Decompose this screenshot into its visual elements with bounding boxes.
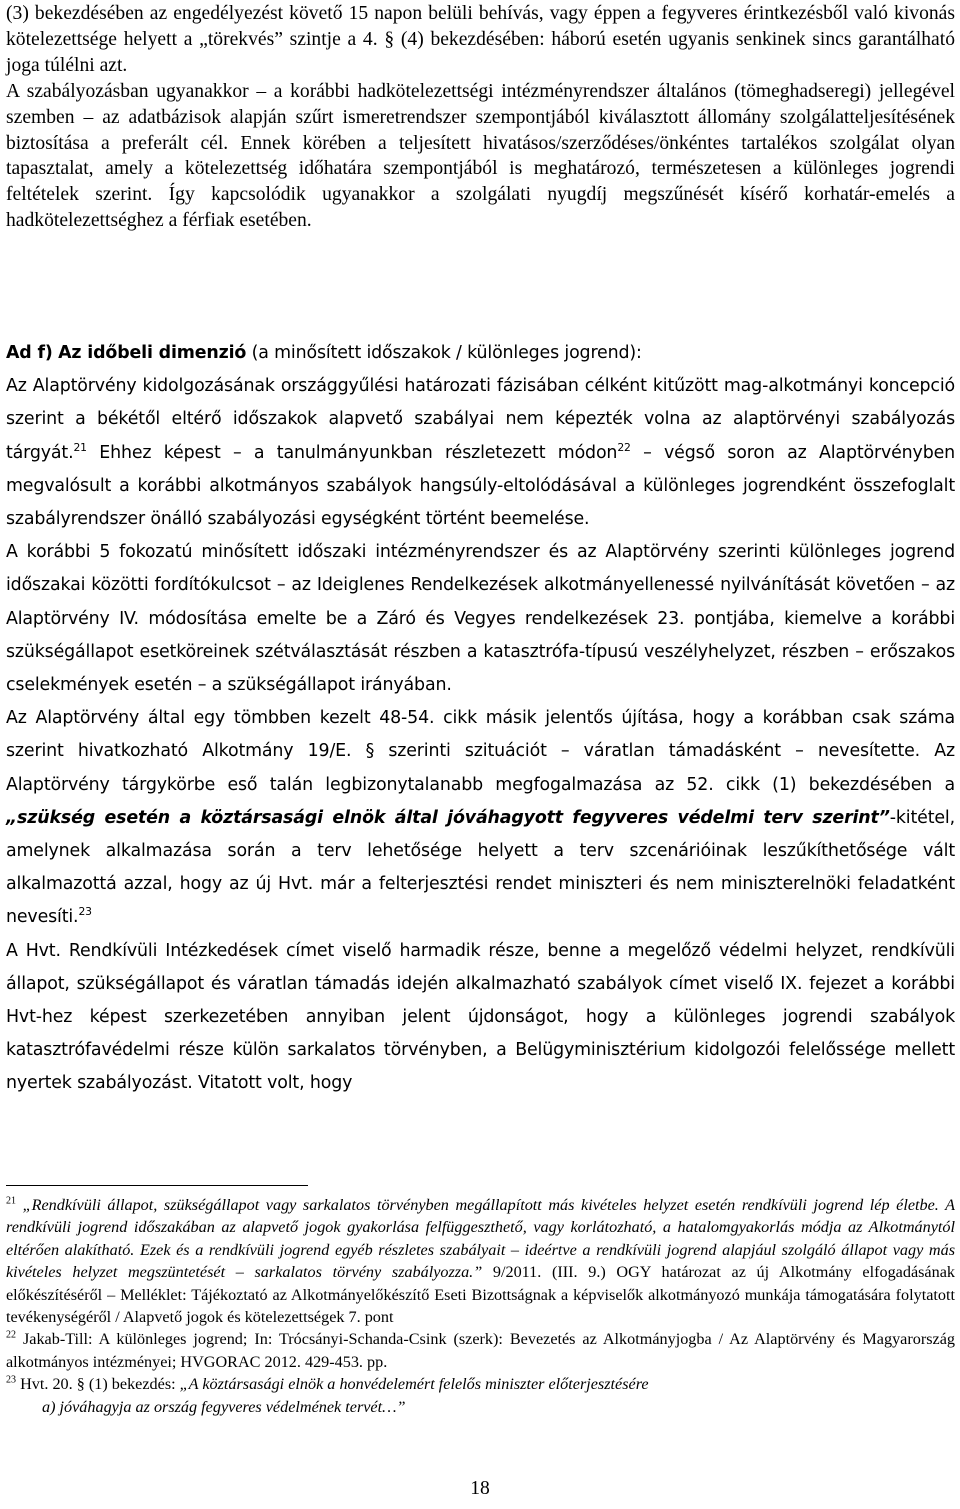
text-run: -kitétel, amelynek alkalmazása során a terv lehetősége helyett a terv szcenárióinak leszűkíthetősége vált alkalmazottá azzal, hogy az új Hvt. már a felterjesztési rendet miniszteri és nem miniszterelnöki feladatként nevesíti. bbox=[6, 807, 955, 928]
section-subtitle: (a minősített időszakok / különleges jogrend): bbox=[246, 343, 642, 363]
footnote-separator bbox=[6, 1185, 308, 1186]
footnote-23-line2: a) jóváhagyja az ország fegyveres védelmének tervét…” bbox=[42, 1397, 406, 1416]
text-run: Az Alaptörvény kidolgozásának országgyűlési határozati fázisában célként kitűzött mag-alkotmányi koncepció szerint a békétől eltérő időszakok alapvető szabályai nem képezték volna az alaptörvényi szabályozás tárgyát. bbox=[6, 376, 955, 463]
footnote-ref[interactable]: 22 bbox=[617, 440, 631, 454]
section-title: Az időbeli dimenzió bbox=[58, 343, 247, 363]
footnote-ref[interactable]: 21 bbox=[73, 440, 87, 454]
paragraph bbox=[6, 370, 955, 536]
quoted-text: „szükség esetén a köztársasági elnök által jóváhagyott fegyveres védelmi terv szerint” bbox=[6, 807, 890, 828]
page-number: 18 bbox=[470, 1478, 490, 1499]
footnotes bbox=[6, 1194, 955, 1418]
body-text-top bbox=[6, 1, 955, 234]
footnote-quote: „A köztársasági elnök a honvédelemért felelős miniszter előterjesztésére bbox=[179, 1375, 649, 1394]
text-run: Ehhez képest – a tanulmányunkban részletezett módon bbox=[86, 442, 618, 463]
paragraph: A korábbi 5 fokozatú minősített időszaki intézményrendszer és az Alaptörvény szerinti különleges jogrend időszakai közötti fordítókulcsot – az Ideiglenes Rendelkezések alkotmányellenessé nyilvánítását követően – az Alaptörvény IV. módosítása emelte be a Záró és Vegyes rendelkezések 23. pontjába, kiemelve a korábbi szükségállapot esetköreinek szétválasztását részben a katasztrófa-típusú veszélyhelyzet, részben – erőszakos cselekmények esetén – a szükségállapot irányában. bbox=[6, 542, 955, 696]
footnote-text: Jakab-Till: A különleges jogrend; In: Trócsányi-Schanda-Csink (szerk): Bevezetés az Alkotmányjogba / Az Alaptörvény és Magyarország alkotmányos intézményei; HVGORAC 2012. 429-453. pp. bbox=[6, 1330, 955, 1371]
footnote-22 bbox=[6, 1328, 955, 1373]
footnote-ref[interactable]: 23 bbox=[78, 905, 92, 919]
section-label: Ad f) bbox=[6, 343, 53, 363]
footnote-number: 22 bbox=[6, 1330, 17, 1342]
paragraph: A Hvt. Rendkívüli Intézkedések címet viselő harmadik része, benne a megelőző védelmi helyzet, rendkívüli állapot, szükségállapot és váratlan támadás idején alkalmazható szabályok címet viselő IX. fejezet a korábbi Hvt-hez képest szerkezetében annyiban jelent újdonságot, hogy a különleges jogrendi szabályok katasztrófavédelmi része külön sarkalatos törvényben, a Belügyminisztérium kidolgozói felelőssége mellett nyertek szabályozást. Vitatott volt, hogy bbox=[6, 940, 955, 1094]
paragraph bbox=[6, 702, 955, 934]
footnote-text: Hvt. 20. § (1) bekezdés: bbox=[16, 1375, 180, 1394]
text-run: Az Alaptörvény által egy tömbben kezelt 48-54. cikk másik jelentős újítása, hogy a korábban csak száma szerint hivatkozható Alkotmány 19/E. § szerinti szituációt – váratlan támadásként – nevesítette. Az Alaptörvény tárgykörbe eső talán legbizonytalanabb megfogalmazása az 52. cikk (1) bekezdésében a bbox=[6, 708, 955, 795]
footnote-number: 23 bbox=[6, 1374, 17, 1386]
footnote-quote: „Rendkívüli állapot, szükségállapot vagy sarkalatos törvényben megállapított más kivételes helyzet esetén rendkívüli jogrend lép életbe. A rendkívüli jogrend időszakában az alapvető jogok gyakorlása felfüggeszthető, vagy korlátozható, a hatalomgyakorlás módja az Alkotmánytól eltérően alakítható. Ezek és a rendkívüli jogrend egyéb részletes szabályait – ideértve a rendkívüli jogrend alapjául szolgáló állapot vagy más kivételes helyzet megszüntetését – sarkalatos törvény szabályozza.” bbox=[6, 1196, 955, 1282]
section-f bbox=[6, 337, 955, 1101]
footnote-23 bbox=[6, 1373, 955, 1395]
section-heading bbox=[6, 337, 955, 370]
footnote-21 bbox=[6, 1194, 955, 1328]
paragraph: A szabályozásban ugyanakkor – a korábbi hadkötelezettségi intézményrendszer általános (tömeghadseregi) jellegével szemben – az adatbázisok alapján szűrt ismeretrendszer szempontjából kiválasztott állomány szolgálatteljesítésének biztosítása a preferált cél. Ennek körében a teljesített hivatásos/szerződéses/önkéntes tartalékos szolgálat olyan tapasztalat, amely a kötelezettség időhatára szempontjából is meghatározó, természetesen a különleges jogrendi feltételek szerint. Így kapcsolódik ugyanakkor a szolgálati nyugdíj megszűnését kísérő korhatár-emelés a hadkötelezettséghez a férfiak esetében. bbox=[6, 80, 955, 232]
paragraph: (3) bekezdésében az engedélyezést követő 15 napon belüli behívás, vagy éppen a fegyveres érintkezésből való kivonás kötelezettsége helyett a „törekvés” szintje a 4. § (4) bekezdésében: háború esetén ugyanis senkinek sincs garantálható joga túlélni azt. bbox=[6, 3, 955, 76]
footnote-text: 9/2011. (III. 9.) OGY határozat az új Alkotmány elfogadásának előkészítéséről – Melléklet: Tájékoztató az Alkotmányelőkészítő Eseti Bizottságnak a képviselők alkotmányozó munkája támogatására folytatott tevékenységéről / Alapvető jogok és kötelezettségek 7. pont bbox=[6, 1263, 955, 1327]
footnote-number: 21 bbox=[6, 1195, 17, 1207]
text-run: – végső soron az Alaptörvényben megvalósult a korábbi alkotmányos szabályok hangsúly-eltolódásával a különleges jogrendként összefoglalt szabályrendszer önálló szabályozási egységként történt beemelése. bbox=[6, 442, 956, 530]
